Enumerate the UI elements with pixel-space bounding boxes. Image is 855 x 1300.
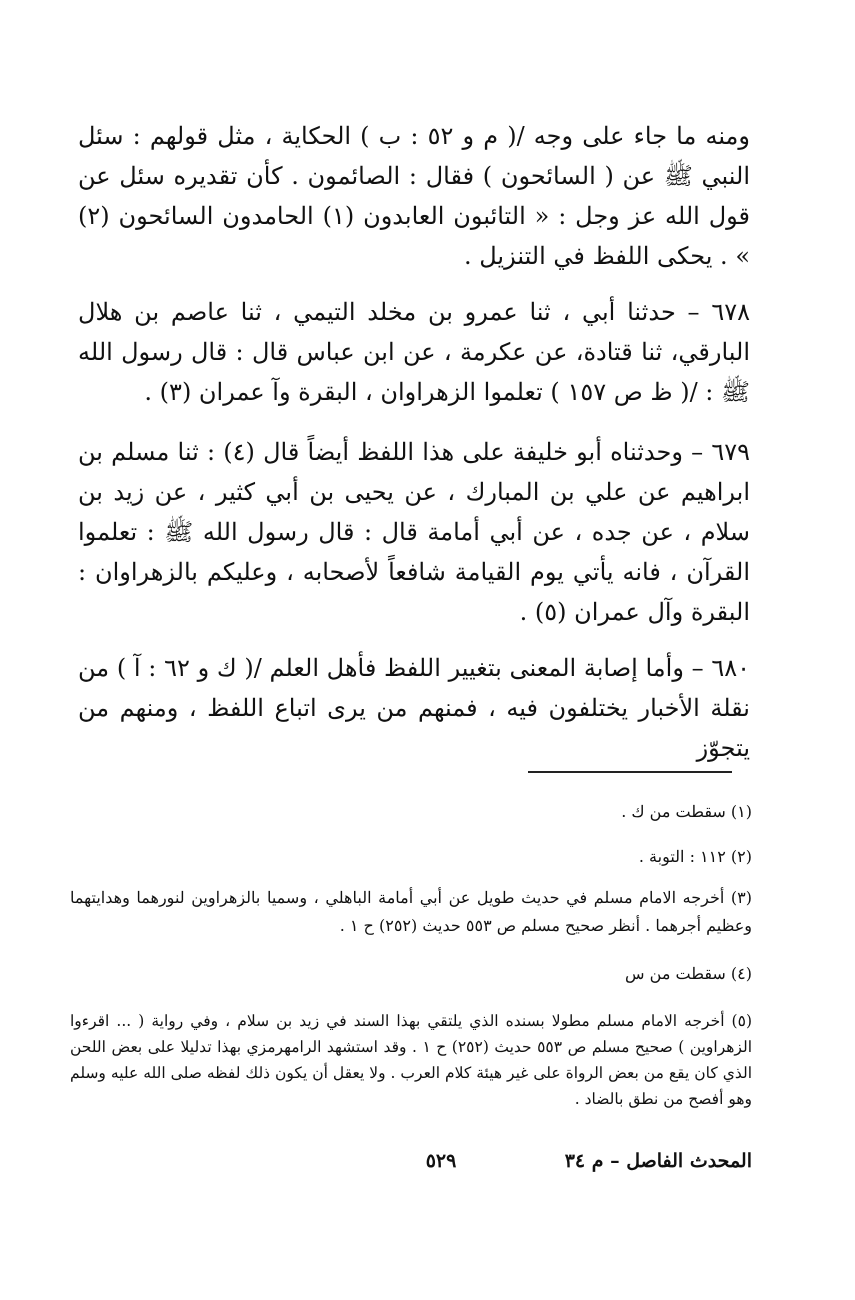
footnote-1: (١) سقطت من ك . [621,802,752,821]
running-title: المحدث الفاصل – م ٣٤ [564,1150,752,1172]
footnote-3: (٣) أخرجه الامام مسلم في حديث طويل عن أبي أمامة الباهلي ، وسميا بالزهراوين لنورهما وهدايتهما وعظيم أجرهما . أنظر صحيح مسلم ص ٥٥٣ حديث (٢٥٢) ح ١ . [70,888,752,935]
body-paragraph-678: ٦٧٨ – حدثنا أبي ، ثنا عمرو بن مخلد التيمي ، ثنا عاصم بن هلال البارقي، ثنا قتادة، عن عكرمة ، عن ابن عباس قال : قال رسول الله ﷺ : /( ظ ص ١٥٧ ) تعلموا الزهراوان ، البقرة وآ عمران (٣) . [78,298,751,406]
footnote-2: (٢) ١١٢ : التوبة . [638,847,752,866]
footnote-separator-rule [528,771,732,773]
footnote-4: (٤) سقطت من س [625,964,752,983]
body-paragraph-680: ٦٨٠ – وأما إصابة المعنى بتغيير اللفظ فأهل العلم /( ك و ٦٢ : آ ) من نقلة الأخبار يختلفون فيه ، فمنهم من يرى اتباع اللفظ ، ومنهم من يتجوّز [78,654,751,762]
body-paragraph-1: ومنه ما جاء على وجه /( م و ٥٢ : ب ) الحكاية ، مثل قولهم : سئل النبي ﷺ عن ( السائحون ) فقال : الصائمون . كأن تقديره سئل عن قول الله عز وجل : « التائبون العابدون (١) الحامدون السائحون (٢) » . يحكى اللفظ في التنزيل . [78,122,751,270]
page-footer [70,1150,752,1184]
footnote-5: (٥) أخرجه الامام مسلم مطولا بسنده الذي يلتقي بهذا السند في زيد بن سلام ، وفي رواية ( ... اقرءوا الزهراوين ) صحيح مسلم ص ٥٥٣ حديث (٢٥٢) ح ١ . وقد استشهد الرامهرمزي بهذا تدليلا على بعض اللحن الذي كان يقع من بعض الرواة على غير هيئة كلام العرب . ولا يعقل أن يكون ذلك لفظه صلى الله عليه وسلم وهو أفصح من نطق بالضاد . [70,1012,753,1108]
page-number: ٥٢٩ [425,1150,457,1172]
body-paragraph-679: ٦٧٩ – وحدثناه أبو خليفة على هذا اللفظ أيضاً قال (٤) : ثنا مسلم بن ابراهيم عن علي بن المبارك ، عن يحيى بن أبي كثير ، عن زيد بن سلام ، عن جده ، عن أبي أمامة قال : قال رسول الله ﷺ : تعلموا القرآن ، فانه يأتي يوم القيامة شافعاً لأصحابه ، وعليكم بالزهراوان : البقرة وآل عمران (٥) . [78,438,750,626]
